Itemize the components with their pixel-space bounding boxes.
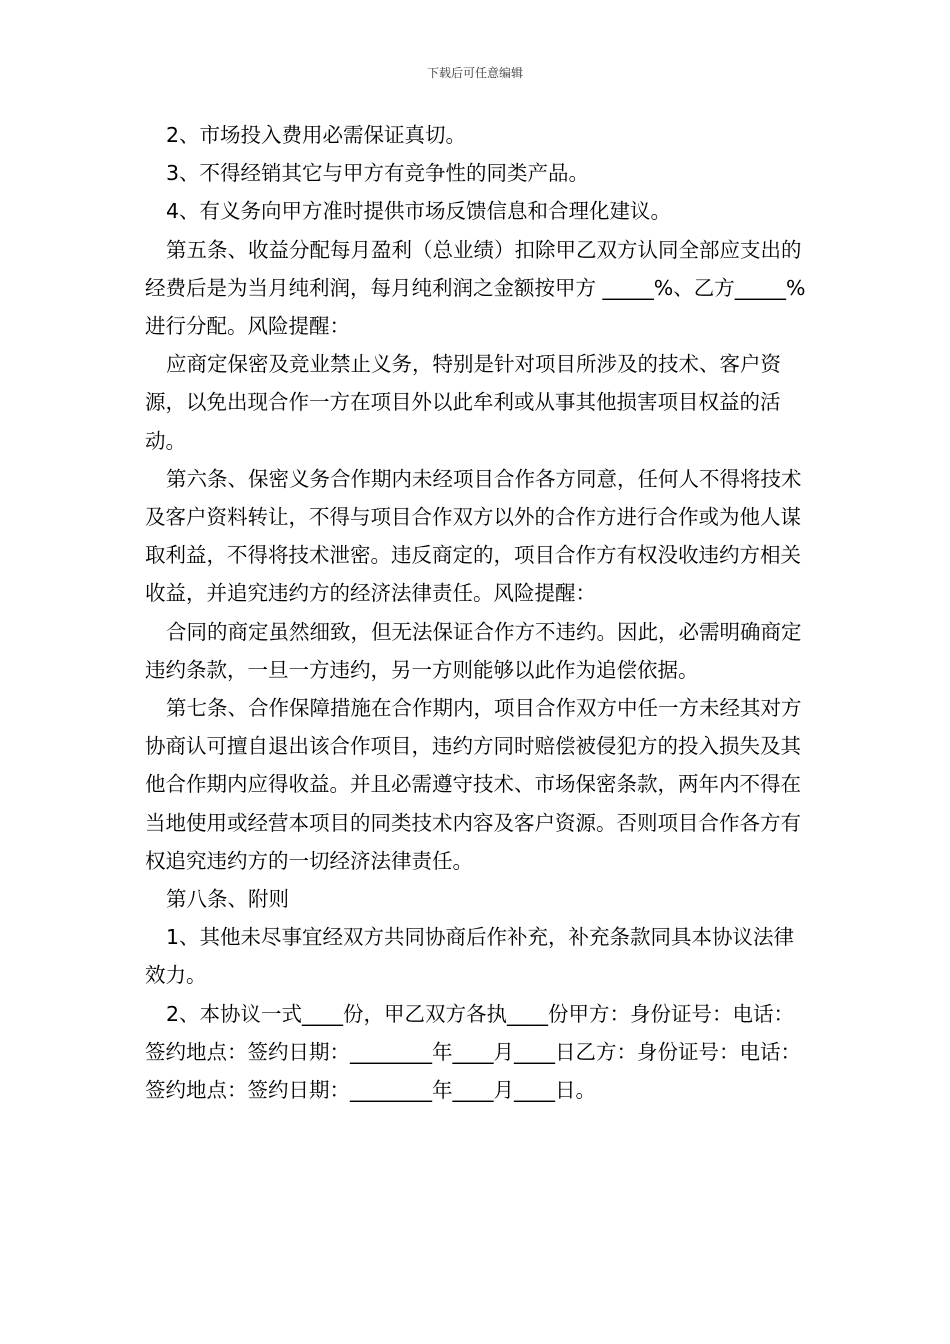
article-8-supplementary: 第八条、附则 [166, 887, 289, 912]
supplementary-item-2-signatures: 2、本协议一式____份，甲乙双方各执____份甲方：身份证号：电话：签约地点：签约日期：________年____月____日乙方：身份证号：电话：签约地点：签约日期：________年____月____日。 [145, 1001, 801, 1103]
article-5-profit-distribution: 第五条、收益分配每月盈利（总业绩）扣除甲乙双方认同全部应支出的经费后是为当月纯利润，每月纯利润之金额按甲方 _____%、乙方_____%进行分配。风险提醒： [145, 237, 806, 339]
risk-note-breach: 合同的商定虽然细致，但无法保证合作方不违约。因此，必需明确商定违约条款，一旦一方违约，另一方则能够以此作为追偿依据。 [145, 619, 802, 682]
page-header: 下载后可任意编辑 [426, 66, 523, 80]
article-7-guarantee: 第七条、合作保障措施在合作期内，项目合作双方中任一方未经其对方协商认可擅自退出该合作项目，违约方同时赔偿被侵犯方的投入损失及其他合作期内应得收益。并且必需遵守技术、市场保密条款，两年内不得在当地使用或经营本项目的同类技术内容及客户资源。否则项目合作各方有权追究违约方的一切经济法律责任。 [145, 696, 802, 873]
document-body [145, 116, 807, 1109]
clause-item-4: 4、有义务向甲方准时提供市场反馈信息和合理化建议。 [166, 199, 672, 224]
risk-note-confidentiality: 应商定保密及竞业禁止义务，特别是针对项目所涉及的技术、客户资源，以免出现合作一方在项目外以此牟利或从事其他损害项目权益的活动。 [145, 352, 781, 453]
clause-item-2: 2、市场投入费用必需保证真切。 [166, 123, 467, 147]
supplementary-item-1: 1、其他未尽事宜经双方共同协商后作补充，补充条款同具本协议法律效力。 [145, 925, 795, 988]
clause-item-3: 3、不得经销其它与甲方有竞争性的同类产品。 [166, 161, 590, 186]
article-6-confidentiality: 第六条、保密义务合作期内未经项目合作各方同意，任何人不得将技术及客户资料转让，不得与项目合作双方以外的合作方进行合作或为他人谋取利益，不得将技术泄密。违反商定的，项目合作方有权没收违约方相关收益，并追究违约方的经济法律责任。风险提醒： [145, 466, 802, 606]
